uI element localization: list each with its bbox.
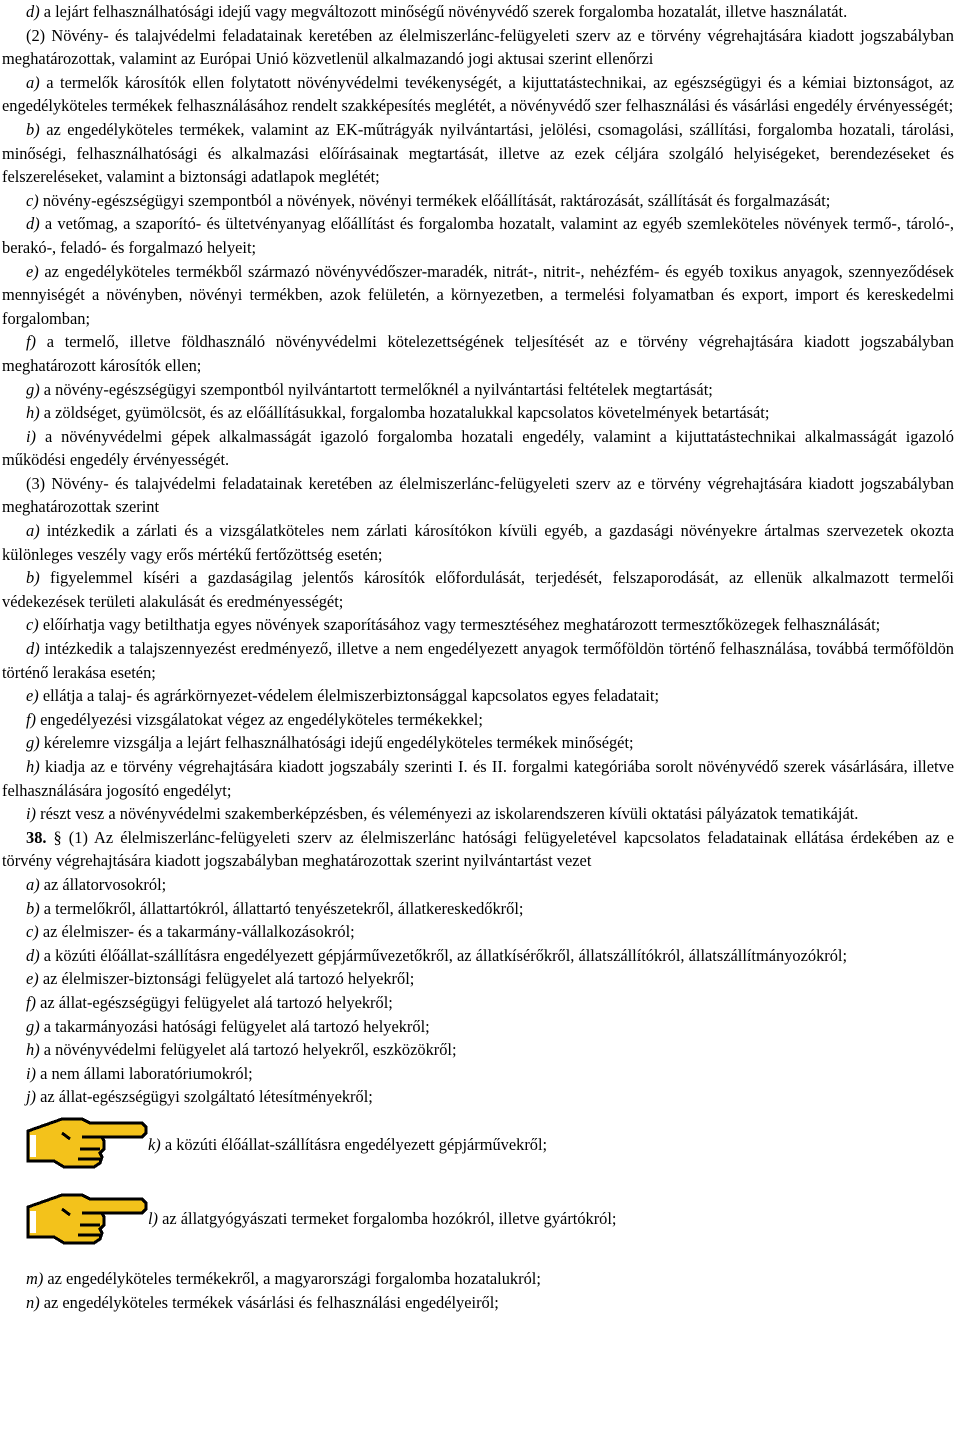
item-text: az engedélyköteles termékek, valamint az EK-műtrágyák nyilvántartási, jelölési, csomagolási, szállítási, forgalomba hozatali, tárolási, minőségi, felhasználhatósági és alkalmazási előírásainak megtartását, illetve az ezek céljára szolgáló helyiségeket, berendezéseket és felszereléseket, valamint a biztonsági adatlapok meglétét; <box>2 119 954 187</box>
item-text: az állatorvosokról; <box>39 874 167 894</box>
item-label: f) <box>26 992 37 1012</box>
paragraph <box>2 378 954 402</box>
item-text: a növényvédelmi felügyelet alá tartozó helyekről, eszközökről; <box>39 1040 457 1060</box>
paragraph <box>2 189 954 213</box>
paragraph <box>2 613 954 637</box>
item-text: figyelemmel kíséri a gazdaságilag jelentős károsítók előfordulását, terjedését, felszaporodását, az ellenük alkalmazott termelői védekezések területi alakulását és eredményességét; <box>2 568 954 611</box>
item-text: részt vesz a növényvédelmi szakemberképzésben, és véleményezi az iskolarendszeren kívüli oktatási pályázatok tematikáját. <box>36 804 859 824</box>
item-text: a nem állami laboratóriumokról; <box>36 1063 253 1083</box>
item-text: kiadja az e törvény végrehajtására kiadott jogszabály szerinti I. és II. forgalmi kategóriába sorolt növényvédő szerek vásárlására, illetve felhasználására jogosító engedélyt; <box>2 757 954 800</box>
item-text: az engedélyköteles termékekről, a magyarországi forgalomba hozatalukról; <box>43 1268 541 1288</box>
item-text: a lejárt felhasználhatósági idejű vagy megváltozott minőségű növényvédő szerek forgalomba hozatalát, illetve használatát. <box>39 2 848 21</box>
list-item <box>2 944 954 968</box>
paragraph <box>2 260 954 331</box>
item-label: b) <box>26 119 40 139</box>
list-item <box>2 897 954 921</box>
paragraph <box>2 24 954 71</box>
list-item <box>2 1085 954 1109</box>
item-label: b) <box>26 568 40 588</box>
item-label: d) <box>26 214 40 234</box>
item-label: d) <box>26 945 40 965</box>
paragraph <box>2 0 954 24</box>
list-item <box>2 1038 954 1062</box>
item-text: a zöldséget, gyümölcsöt, és az előállításukkal, forgalomba hozatalukkal kapcsolatos követelmények betartását; <box>39 403 770 423</box>
list-item <box>2 967 954 991</box>
item-text: kérelemre vizsgálja a lejárt felhasználhatósági idejű engedélyköteles termékek minőségét; <box>39 733 634 753</box>
paragraph <box>2 425 954 472</box>
paragraph <box>2 330 954 377</box>
item-text: a közúti élőállat-szállításra engedélyezett gépjárművekről; <box>160 1135 548 1155</box>
list-item <box>2 1015 954 1039</box>
paragraph <box>2 684 954 708</box>
item-text: a vetőmag, a szaporító- és ültetvényanyag előállítást és forgalomba hozatalt, valamint az egyéb szemleköteles növények termő-, tároló-, berakó-, feladó- és forgalmazó helyeit; <box>2 214 954 257</box>
item-text: a termelő, illetve földhasználó növényvédelmi kötelezettségének teljesítését az e törvény végrehajtására kiadott jogszabályban meghatározott károsítók ellen; <box>2 332 954 375</box>
paragraph <box>2 566 954 613</box>
item-text: a növényvédelmi gépek alkalmasságát igazoló forgalomba hozatali engedély, valamint a kijuttatástechnikai alkalmasságát igazoló működési engedély érvényességét. <box>2 426 954 470</box>
item-text: az élelmiszer-biztonsági felügyelet alá tartozó helyekről; <box>38 969 415 989</box>
hand-item-text <box>148 1133 547 1157</box>
pointing-hand-icon <box>24 1109 148 1180</box>
paragraph <box>2 71 954 118</box>
paragraph <box>2 755 954 802</box>
item-label: g) <box>26 733 40 753</box>
item-label: h) <box>26 403 40 423</box>
paragraph <box>2 519 954 566</box>
item-label: a) <box>26 874 40 894</box>
item-text: az élelmiszer- és a takarmány-vállalkozásokról; <box>38 922 355 942</box>
item-label: b) <box>26 898 40 918</box>
item-text: az állat-egészségügyi szolgáltató létesítményekről; <box>36 1087 373 1107</box>
list-item <box>2 1267 954 1291</box>
item-label: g) <box>26 1016 40 1036</box>
item-label: l) <box>148 1209 159 1229</box>
paragraph <box>2 637 954 684</box>
item-label: d) <box>26 639 40 659</box>
item-text: ellátja a talaj- és agrárkörnyezet-védelem élelmiszerbiztonsággal kapcsolatos egyes feladatait; <box>38 686 660 706</box>
item-text: (3) Növény- és talajvédelmi feladatainak keretében az élelmiszerlánc-felügyeleti szerv az e törvény végrehajtására kiadott jogszabályban meghatározottak szerint <box>2 473 954 517</box>
section-number: 38. <box>26 827 47 847</box>
item-text: az állatgyógyászati termeket forgalomba hozókról, illetve gyártókról; <box>158 1209 617 1229</box>
item-label: h) <box>26 1040 40 1060</box>
item-label: n) <box>26 1292 40 1312</box>
list-item <box>2 920 954 944</box>
item-text: a növény-egészségügyi szempontból nyilvántartott termelőknél a nyilvántartási feltételek megtartását; <box>39 379 713 399</box>
item-label: g) <box>26 379 40 399</box>
item-label: i) <box>26 426 37 446</box>
item-label: f) <box>26 332 37 352</box>
item-text: előírhatja vagy betilthatja egyes növények szaporításához vagy termesztéséhez meghatározott termesztőközegek felhasználását; <box>38 615 881 635</box>
item-text: a közúti élőállat-szállításra engedélyezett gépjárművezetőkről, az állatkísérőkről, állatszállítókról, állatszállítmányozókról; <box>39 945 848 965</box>
hand-list-item <box>2 1109 954 1181</box>
item-text: a takarmányozási hatósági felügyelet alá tartozó helyekről; <box>39 1016 430 1036</box>
item-label: h) <box>26 757 40 776</box>
item-text: az engedélyköteles termékből származó növényvédőszer-maradék, nitrát-, nitrit-, nehézfém- és egyéb toxikus anyagok, szennyeződések mennyiségét a növényben, növényi termékben, azok felületén, a környezetben, a termelési folyamatban és export, import és kereskedelmi forgalomban; <box>2 261 954 328</box>
item-text: a termelőkről, állattartókról, állattartó tenyészetekről, állatkereskedőkről; <box>39 898 524 918</box>
item-label: c) <box>26 190 39 210</box>
section-text: § (1) Az élelmiszerlánc-felügyeleti szerv az élelmiszerlánc hatósági felügyeletével kapcsolatos feladatainak ellátása érdekében az e törvény végrehajtására kiadott jogszabályban meghatározottak szerint nyilvántartást vezet <box>2 827 954 871</box>
item-label: c) <box>26 922 39 942</box>
item-label: e) <box>26 686 39 706</box>
section-38-heading <box>2 826 954 873</box>
item-label: e) <box>26 969 39 989</box>
item-label: e) <box>26 261 39 281</box>
paragraph <box>2 708 954 732</box>
paragraph <box>2 212 954 259</box>
list-item <box>2 991 954 1015</box>
paragraph <box>2 731 954 755</box>
item-text: az állat-egészségügyi felügyelet alá tartozó helyekről; <box>36 992 393 1012</box>
item-label: a) <box>26 521 40 541</box>
item-text: (2) Növény- és talajvédelmi feladatainak keretében az élelmiszerlánc-felügyeleti szerv az e törvény végrehajtására kiadott jogszabályban meghatározottak, valamint az Európai Unió közvetlenül alkalmazandó jogi aktusai szerint ellenőrzi <box>2 25 954 69</box>
item-label: c) <box>26 615 39 635</box>
list-item <box>2 1291 954 1315</box>
list-item <box>2 873 954 897</box>
pointing-hand-icon <box>24 1185 148 1256</box>
paragraph <box>2 401 954 425</box>
paragraph <box>2 802 954 826</box>
hand-item-text <box>148 1207 617 1231</box>
list-item <box>2 1062 954 1086</box>
paragraph <box>2 118 954 189</box>
item-text: a termelők károsítók ellen folytatott növényvédelmi tevékenységét, a kijuttatástechnikai, az egészségügyi és a kémiai biztonságot, az engedélyköteles termékek felhasználásához rendelt szakképesítés meglétét, a növényvédő szer felhasználási és vásárlási engedély érvényességét; <box>2 72 954 116</box>
item-label: i) <box>26 1063 37 1083</box>
paragraph <box>2 472 954 519</box>
hand-list-item <box>2 1181 954 1257</box>
item-label: i) <box>26 804 37 824</box>
item-label: f) <box>26 709 37 729</box>
item-label: d) <box>26 2 40 21</box>
item-label: a) <box>26 72 40 92</box>
item-text: az engedélyköteles termékek vásárlási és felhasználási engedélyeiről; <box>39 1292 499 1312</box>
item-label: k) <box>148 1135 161 1155</box>
item-text: növény-egészségügyi szempontból a növények, növényi termékek előállítását, raktározását, szállítását és forgalmazását; <box>38 190 831 210</box>
item-label: m) <box>26 1268 44 1288</box>
item-text: engedélyezési vizsgálatokat végez az engedélyköteles termékekkel; <box>36 709 483 729</box>
item-label: j) <box>26 1087 37 1107</box>
item-text: intézkedik a zárlati és a vizsgálatköteles nem zárlati károsítókon kívüli egyéb, a gazdasági növényekre ártalmas szervezetek okozta különleges veszély vagy erős mértékű fertőzöttség esetén; <box>2 521 954 564</box>
item-text: intézkedik a talajszennyezést eredményező, illetve a nem engedélyezett anyagok termőföldön történő felhasználása, továbbá termőföldön történő lerakása esetén; <box>2 639 954 682</box>
